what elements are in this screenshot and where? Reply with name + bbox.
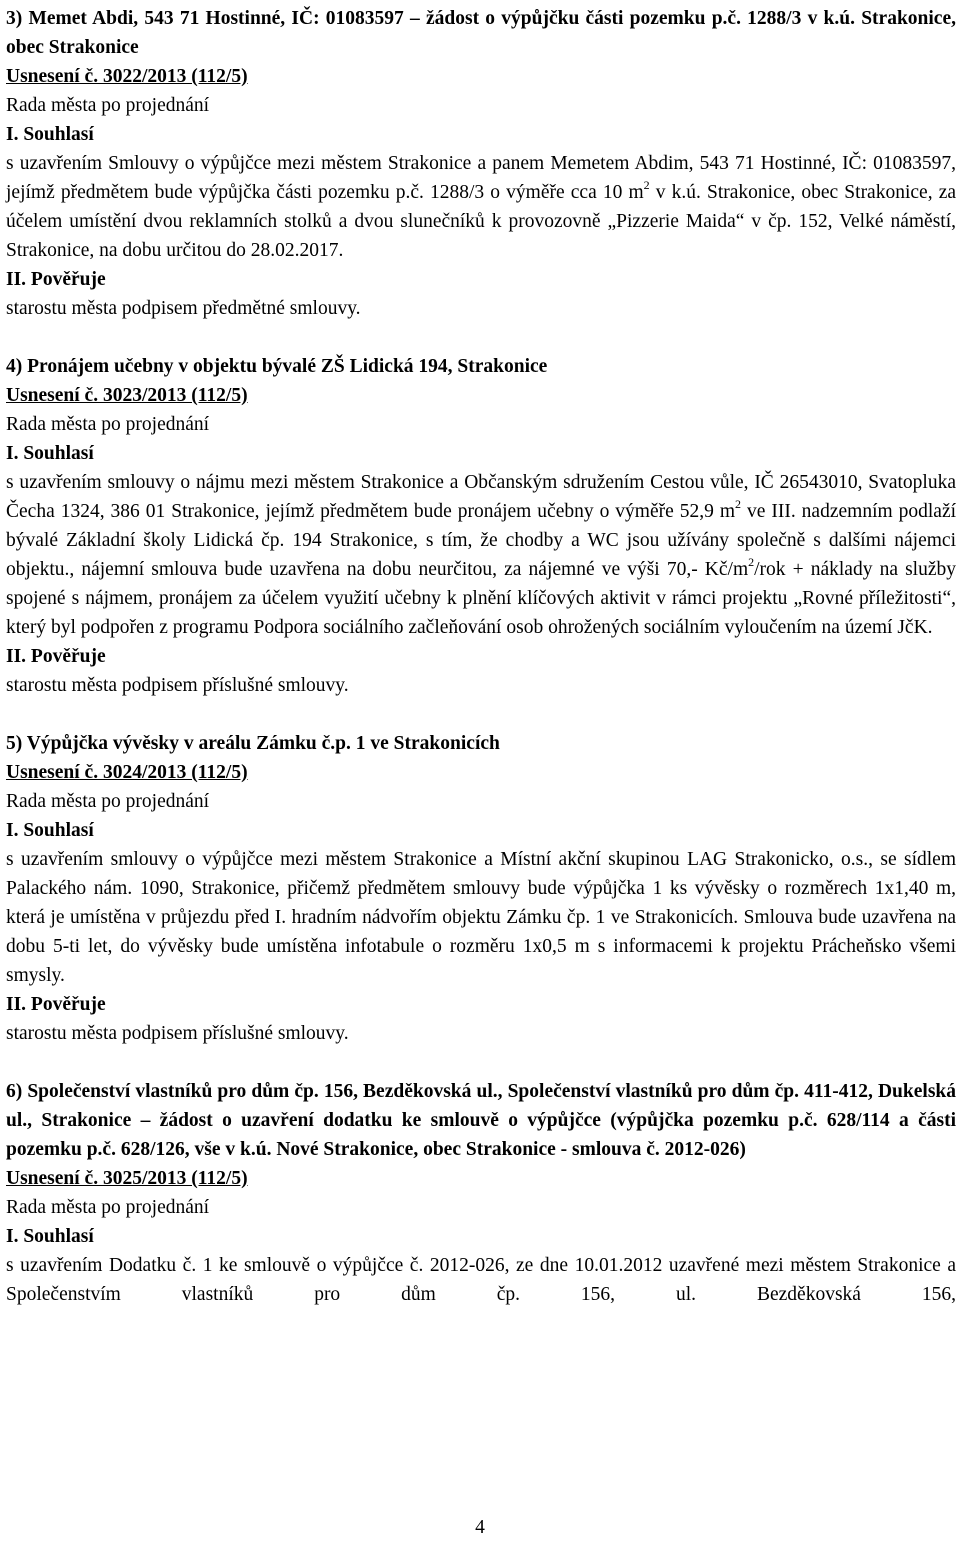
council-statement: Rada města po projednání [6, 1197, 210, 1218]
section-heading: 6) Společenství vlastníků pro dům čp. 156, Bezděkovská ul., Společenství vlastníků pro dům čp. 411-412, Dukelská ul., Strakonice – žádost o uzavření dodatku ke smlouvě o výpůjčce (výpůjčka pozemku p.č. 628/114 a části pozemku p.č. 628/126, vše v k.ú. Nové Strakonice, obec Strakonice - smlouva č. 2012-026) [6, 1081, 956, 1160]
spacer [6, 1048, 956, 1077]
section-6 [6, 1077, 956, 1309]
resolution-number: Usnesení č. 3025/2013 (112/5) [6, 1168, 248, 1189]
council-statement: Rada města po projednání [6, 414, 210, 435]
point-two-text: starostu města podpisem příslušné smlouvy. [6, 675, 349, 696]
point-one-label: I. Souhlasí [6, 1226, 94, 1247]
section-heading: 3) Memet Abdi, 543 71 Hostinné, IČ: 01083597 – žádost o výpůjčku části pozemku p.č. 1288/3 v k.ú. Strakonice, obec Strakonice [6, 8, 956, 58]
council-statement: Rada města po projednání [6, 95, 210, 116]
point-one-text-start: s uzavřením Smlouvy o výpůjčce mezi městem Strakonice a panem Memetem Abdim, 543 71 Hostinné, IČ: 01083597, jejímž předmětem bude výpůjčka části pozemku p.č. 1288/3 o výměře cca 10 m [6, 153, 956, 203]
council-statement: Rada města po projednání [6, 791, 210, 812]
point-two-label: II. Pověřuje [6, 994, 106, 1015]
superscript: 2 [643, 177, 650, 192]
document-page [6, 4, 956, 1309]
point-one-text [6, 468, 956, 642]
point-one-text-middle: ve III. nadzemním podlaží bývalé Základní školy Lidická čp. 194 Strakonice, s tím, že chodby a WC jsou užívány společně s dalšími nájemci objektu., nájemní smlouva bude uzavřena na dobu neurčitou, za nájemné ve výši 70,- Kč/m [6, 501, 957, 580]
point-two-label: II. Pověřuje [6, 269, 106, 290]
section-4 [6, 352, 956, 700]
point-one-label: I. Souhlasí [6, 443, 94, 464]
section-3 [6, 4, 956, 323]
section-heading: 5) Výpůjčka vývěsky v areálu Zámku č.p. 1 ve Strakonicích [6, 733, 500, 754]
resolution-number: Usnesení č. 3023/2013 (112/5) [6, 385, 248, 406]
page-number: 4 [475, 1517, 485, 1538]
superscript: 2 [735, 496, 742, 511]
point-one-text-start: s uzavřením smlouvy o nájmu mezi městem Strakonice a Občanským sdružením Cestou vůle, IČ 26543010, Svatopluka Čecha 1324, 386 01 Strakonice, jejímž předmětem bude pronájem učebny o výměře 52,9 m [6, 472, 956, 522]
superscript: 2 [748, 554, 755, 569]
point-two-text: starostu města podpisem předmětné smlouvy. [6, 298, 361, 319]
point-one-text: s uzavřením Dodatku č. 1 ke smlouvě o výpůjčce č. 2012-026, ze dne 10.01.2012 uzavřené mezi městem Strakonice a Společenstvím vlastníků pro dům čp. 156, ul. Bezděkovská 156, [6, 1255, 956, 1305]
point-two-label: II. Pověřuje [6, 646, 106, 667]
resolution-number: Usnesení č. 3022/2013 (112/5) [6, 66, 248, 87]
point-two-text: starostu města podpisem příslušné smlouvy. [6, 1023, 349, 1044]
spacer [6, 700, 956, 729]
point-one-text-end: v k.ú. Strakonice, obec Strakonice, za účelem umístění dvou reklamních stolků a dvou slunečníků k provozovně „Pizzerie Maida“ v čp. 152, Velké náměstí, Strakonice, na dobu určitou do 28.02.2017. [6, 182, 956, 261]
point-one-text-end: /rok + náklady na služby spojené s nájmem, pronájem za účelem využití učebny k plnění klíčových aktivit v rámci projektu „Rovné příležitosti“, který byl podpořen z programu Podpora sociálního začleňování osob ohrožených sociálním vyloučením na území JčK. [6, 559, 956, 638]
point-one-label: I. Souhlasí [6, 820, 94, 841]
spacer [6, 323, 956, 352]
point-one-label: I. Souhlasí [6, 124, 94, 145]
resolution-number: Usnesení č. 3024/2013 (112/5) [6, 762, 248, 783]
point-one-text: s uzavřením smlouvy o výpůjčce mezi městem Strakonice a Místní akční skupinou LAG Strakonicko, o.s., se sídlem Palackého nám. 1090, Strakonice, přičemž předmětem smlouvy bude výpůjčka 1 ks vývěsky o rozměrech 1x1,40 m, která je umístěna v průjezdu před I. hradním nádvořím objektu Zámku čp. 1 ve Strakonicích. Smlouva bude uzavřena na dobu 5-ti let, do vývěsky bude umístěna infotabule o rozměru 1x0,5 m s informacemi k projektu Prácheňsko všemi smysly. [6, 849, 956, 986]
section-heading: 4) Pronájem učebny v objektu bývalé ZŠ Lidická 194, Strakonice [6, 356, 548, 377]
point-one-text [6, 149, 956, 265]
section-5 [6, 729, 956, 1048]
